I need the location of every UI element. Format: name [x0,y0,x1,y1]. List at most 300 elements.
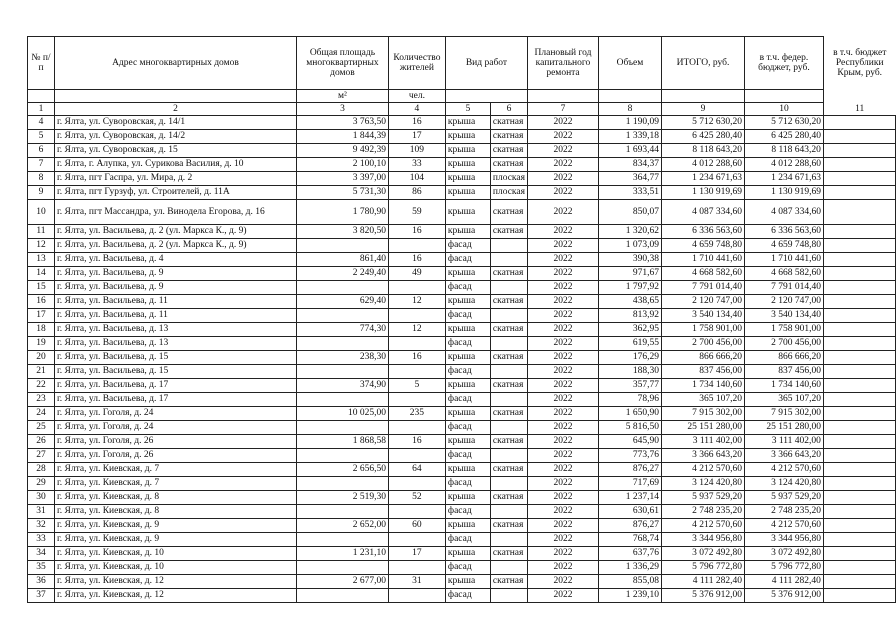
work-type-cell: крыша [445,295,490,309]
address-cell: г. Ялта, ул. Киевская, д. 8 [54,491,296,505]
year-cell: 2022 [528,421,599,435]
total-cell: 5 712 630,20 [661,116,744,130]
area-cell [296,365,388,379]
row-number: 33 [28,533,55,547]
total-cell: 25 151 280,00 [661,421,744,435]
residents-cell: 59 [388,200,445,225]
row-number: 28 [28,463,55,477]
table-row [28,351,896,365]
repair-plan-table [27,36,896,603]
rk-budget-cell [823,351,895,365]
roof-type-cell [490,561,527,575]
area-cell: 2 677,00 [296,575,388,589]
work-type-cell: крыша [445,267,490,281]
rk-budget-cell [823,477,895,491]
volume-cell: 637,76 [598,547,661,561]
rk-budget-cell [823,116,895,130]
residents-cell [388,421,445,435]
residents-cell [388,281,445,295]
rk-budget-cell [823,309,895,323]
total-cell: 4 212 570,60 [661,463,744,477]
rk-budget-cell [823,186,895,200]
table-row [28,158,896,172]
row-number: 14 [28,267,55,281]
year-cell: 2022 [528,267,599,281]
unit-area: м² [296,90,388,103]
table-row [28,561,896,575]
roof-type-cell: скатная [490,144,527,158]
residents-cell [388,477,445,491]
header-address: Адрес многоквартирных домов [54,37,296,90]
year-cell: 2022 [528,309,599,323]
volume-cell: 5 816,50 [598,421,661,435]
table-row [28,186,896,200]
volume-cell: 362,95 [598,323,661,337]
roof-type-cell: скатная [490,116,527,130]
volume-cell: 971,67 [598,267,661,281]
roof-type-cell [490,309,527,323]
fed-budget-cell: 4 212 570,60 [744,463,823,477]
fed-budget-cell: 3 366 643,20 [744,449,823,463]
row-number: 36 [28,575,55,589]
residents-cell: 16 [388,435,445,449]
rk-budget-cell [823,533,895,547]
year-cell: 2022 [528,200,599,225]
work-type-cell: крыша [445,323,490,337]
table-header [28,37,896,116]
year-cell: 2022 [528,337,599,351]
area-cell: 2 519,30 [296,491,388,505]
work-type-cell: фасад [445,365,490,379]
area-cell: 1 780,90 [296,200,388,225]
total-cell: 5 376 912,00 [661,589,744,603]
rk-budget-cell [823,505,895,519]
table-row [28,575,896,589]
fed-budget-cell: 4 659 748,80 [744,239,823,253]
roof-type-cell: плоская [490,186,527,200]
row-number: 12 [28,239,55,253]
header-total: ИТОГО, руб. [661,37,744,90]
area-cell: 1 231,10 [296,547,388,561]
table-row [28,253,896,267]
year-cell: 2022 [528,144,599,158]
table-row [28,505,896,519]
table-row [28,309,896,323]
row-number: 13 [28,253,55,267]
address-cell: г. Ялта, ул. Васильева, д. 4 [54,253,296,267]
address-cell: г. Ялта, ул. Киевская, д. 9 [54,519,296,533]
rk-budget-cell [823,323,895,337]
year-cell: 2022 [528,365,599,379]
residents-cell: 31 [388,575,445,589]
fed-budget-cell: 5 376 912,00 [744,589,823,603]
work-type-cell: фасад [445,281,490,295]
year-cell: 2022 [528,519,599,533]
header-rk-budget: в т.ч. бюджет Республики Крым, руб. [833,48,887,78]
residents-cell: 104 [388,172,445,186]
fed-budget-cell: 4 212 570,60 [744,519,823,533]
column-number: 9 [661,103,744,116]
address-cell: г. Ялта, г. Алупка, ул. Сурикова Василия, д. 10 [54,158,296,172]
roof-type-cell: плоская [490,172,527,186]
fed-budget-cell: 8 118 643,20 [744,144,823,158]
area-cell: 9 492,39 [296,144,388,158]
fed-budget-cell: 1 710 441,60 [744,253,823,267]
volume-cell: 630,61 [598,505,661,519]
year-cell: 2022 [528,547,599,561]
fed-budget-cell: 3 344 956,80 [744,533,823,547]
table-row [28,435,896,449]
work-type-cell: крыша [445,200,490,225]
volume-cell: 645,90 [598,435,661,449]
area-cell: 1 844,39 [296,130,388,144]
residents-cell: 64 [388,463,445,477]
work-type-cell: крыша [445,463,490,477]
total-cell: 5 937 529,20 [661,491,744,505]
area-cell [296,533,388,547]
volume-cell: 1 073,09 [598,239,661,253]
fed-budget-cell: 5 937 529,20 [744,491,823,505]
unit-blank [28,90,55,103]
column-number: 3 [296,103,388,116]
column-number: 1 [28,103,55,116]
total-cell: 4 668 582,60 [661,267,744,281]
work-type-cell: крыша [445,491,490,505]
work-type-cell: крыша [445,158,490,172]
residents-cell: 16 [388,253,445,267]
total-cell: 1 710 441,60 [661,253,744,267]
volume-cell: 768,74 [598,533,661,547]
header-volume: Объем [598,37,661,90]
table-row [28,172,896,186]
volume-cell: 813,92 [598,309,661,323]
rk-budget-cell [823,491,895,505]
year-cell: 2022 [528,351,599,365]
column-number: 5 [445,103,490,116]
table-row [28,281,896,295]
residents-cell [388,309,445,323]
residents-cell: 5 [388,379,445,393]
residents-cell: 12 [388,323,445,337]
fed-budget-cell: 4 087 334,60 [744,200,823,225]
residents-cell [388,393,445,407]
area-cell [296,281,388,295]
total-cell: 4 659 748,80 [661,239,744,253]
table-row [28,116,896,130]
area-cell: 3 397,00 [296,172,388,186]
area-cell [296,393,388,407]
volume-cell: 834,37 [598,158,661,172]
area-cell [296,337,388,351]
row-number: 18 [28,323,55,337]
area-cell [296,589,388,603]
work-type-cell: фасад [445,253,490,267]
roof-type-cell: скатная [490,435,527,449]
row-number: 29 [28,477,55,491]
rk-budget-cell [823,267,895,281]
area-cell: 3 820,50 [296,225,388,239]
year-cell: 2022 [528,477,599,491]
table-row [28,225,896,239]
address-cell: г. Ялта, ул. Васильева, д. 2 (ул. Маркса К., д. 9) [54,239,296,253]
address-cell: г. Ялта, ул. Васильева, д. 15 [54,351,296,365]
address-cell: г. Ялта, пгт Массандра, ул. Винодела Егорова, д. 16 [54,200,296,225]
total-cell: 8 118 643,20 [661,144,744,158]
year-cell: 2022 [528,435,599,449]
volume-cell: 717,69 [598,477,661,491]
volume-cell: 333,51 [598,186,661,200]
fed-budget-cell: 3 540 134,40 [744,309,823,323]
residents-cell [388,449,445,463]
roof-type-cell: скатная [490,407,527,421]
fed-budget-cell: 1 734 140,60 [744,379,823,393]
roof-type-cell [490,253,527,267]
total-cell: 365 107,20 [661,393,744,407]
residents-cell [388,505,445,519]
area-cell: 10 025,00 [296,407,388,421]
area-cell [296,309,388,323]
volume-cell: 78,96 [598,393,661,407]
table-row [28,547,896,561]
area-cell: 2 249,40 [296,267,388,281]
fed-budget-cell: 5 796 772,80 [744,561,823,575]
year-cell: 2022 [528,407,599,421]
residents-cell [388,337,445,351]
work-type-cell: фасад [445,561,490,575]
total-cell: 4 012 288,60 [661,158,744,172]
work-type-cell: крыша [445,225,490,239]
unit-blank [598,90,661,103]
residents-cell [388,533,445,547]
area-cell: 629,40 [296,295,388,309]
roof-type-cell [490,365,527,379]
table-row [28,337,896,351]
total-cell: 3 344 956,80 [661,533,744,547]
header-work-type: Вид работ [445,37,527,90]
roof-type-cell [490,281,527,295]
work-type-cell: фасад [445,505,490,519]
rk-budget-cell [823,144,895,158]
volume-cell: 1 190,09 [598,116,661,130]
total-cell: 7 915 302,00 [661,407,744,421]
fed-budget-cell: 3 111 402,00 [744,435,823,449]
fed-budget-cell: 837 456,00 [744,365,823,379]
fed-budget-cell: 3 072 492,80 [744,547,823,561]
residents-cell [388,561,445,575]
total-cell: 2 120 747,00 [661,295,744,309]
unit-blank [445,90,527,103]
rk-budget-cell [823,393,895,407]
table-row [28,323,896,337]
row-number: 19 [28,337,55,351]
roof-type-cell [490,449,527,463]
rk-budget-cell [823,295,895,309]
roof-type-cell: скатная [490,547,527,561]
row-number: 31 [28,505,55,519]
total-cell: 3 072 492,80 [661,547,744,561]
residents-cell [388,589,445,603]
work-type-cell: фасад [445,477,490,491]
header-residents: Количество жителей [388,37,445,90]
address-cell: г. Ялта, ул. Киевская, д. 9 [54,533,296,547]
row-number: 23 [28,393,55,407]
table-row [28,421,896,435]
area-cell: 1 868,58 [296,435,388,449]
row-number: 11 [28,225,55,239]
rk-budget-cell [823,407,895,421]
unit-blank [744,90,823,103]
address-cell: г. Ялта, ул. Киевская, д. 10 [54,547,296,561]
column-number: 2 [54,103,296,116]
work-type-cell: фасад [445,239,490,253]
table-row [28,449,896,463]
column-number-row [28,103,896,116]
fed-budget-cell: 866 666,20 [744,351,823,365]
address-cell: г. Ялта, ул. Суворовская, д. 15 [54,144,296,158]
address-cell: г. Ялта, пгт Гаспра, ул. Мира, д. 2 [54,172,296,186]
rk-budget-cell [823,575,895,589]
residents-cell: 49 [388,267,445,281]
table-row [28,144,896,158]
header-fed-budget: в т.ч. федер. бюджет, руб. [744,37,823,90]
work-type-cell: крыша [445,407,490,421]
row-number: 25 [28,421,55,435]
address-cell: г. Ялта, ул. Киевская, д. 10 [54,561,296,575]
roof-type-cell: скатная [490,463,527,477]
row-number: 15 [28,281,55,295]
table-row [28,393,896,407]
address-cell: г. Ялта, ул. Васильева, д. 11 [54,309,296,323]
table-row [28,267,896,281]
address-cell: г. Ялта, ул. Васильева, д. 17 [54,379,296,393]
row-number: 17 [28,309,55,323]
total-cell: 6 336 563,60 [661,225,744,239]
rk-budget-cell [823,435,895,449]
residents-cell: 235 [388,407,445,421]
address-cell: г. Ялта, ул. Гоголя, д. 24 [54,407,296,421]
total-cell: 3 366 643,20 [661,449,744,463]
volume-cell: 357,77 [598,379,661,393]
roof-type-cell: скатная [490,267,527,281]
roof-type-cell [490,589,527,603]
work-type-cell: крыша [445,144,490,158]
residents-cell: 52 [388,491,445,505]
fed-budget-cell: 25 151 280,00 [744,421,823,435]
volume-cell: 1 650,90 [598,407,661,421]
rk-budget-cell [823,172,895,186]
volume-cell: 390,38 [598,253,661,267]
work-type-cell: фасад [445,533,490,547]
year-cell: 2022 [528,172,599,186]
work-type-cell: крыша [445,186,490,200]
address-cell: г. Ялта, ул. Васильева, д. 13 [54,323,296,337]
address-cell: г. Ялта, ул. Киевская, д. 12 [54,589,296,603]
area-cell: 5 731,30 [296,186,388,200]
rk-budget-cell [823,379,895,393]
rk-budget-cell [823,589,895,603]
row-number: 5 [28,130,55,144]
fed-budget-cell: 1 758 901,00 [744,323,823,337]
column-number: 7 [528,103,599,116]
roof-type-cell: скатная [490,575,527,589]
column-number: 6 [490,103,527,116]
table-row [28,295,896,309]
row-number: 7 [28,158,55,172]
address-cell: г. Ялта, ул. Киевская, д. 8 [54,505,296,519]
fed-budget-cell: 1 130 919,69 [744,186,823,200]
total-cell: 4 087 334,60 [661,200,744,225]
fed-budget-cell: 4 012 288,60 [744,158,823,172]
area-cell [296,561,388,575]
volume-cell: 876,27 [598,519,661,533]
total-cell: 2 700 456,00 [661,337,744,351]
year-cell: 2022 [528,393,599,407]
residents-cell: 86 [388,186,445,200]
fed-budget-cell: 7 915 302,00 [744,407,823,421]
row-number: 4 [28,116,55,130]
table-row [28,407,896,421]
total-cell: 866 666,20 [661,351,744,365]
rk-budget-cell [823,449,895,463]
roof-type-cell: скатная [490,200,527,225]
header-area: Общая площадь многоквартирных домов [296,37,388,90]
fed-budget-cell: 2 748 235,20 [744,505,823,519]
unit-blank [823,90,895,103]
unit-residents: чел. [388,90,445,103]
column-number: 8 [598,103,661,116]
address-cell: г. Ялта, ул. Киевская, д. 7 [54,477,296,491]
roof-type-cell: скатная [490,158,527,172]
work-type-cell: крыша [445,575,490,589]
header-num: № п/п [28,37,55,90]
year-cell: 2022 [528,533,599,547]
area-cell: 374,90 [296,379,388,393]
rk-budget-cell [823,158,895,172]
residents-cell: 17 [388,547,445,561]
work-type-cell: крыша [445,519,490,533]
work-type-cell: крыша [445,172,490,186]
row-number: 6 [28,144,55,158]
year-cell: 2022 [528,463,599,477]
rk-budget-cell [823,225,895,239]
year-cell: 2022 [528,323,599,337]
fed-budget-cell: 6 425 280,40 [744,130,823,144]
work-type-cell: крыша [445,547,490,561]
residents-cell: 109 [388,144,445,158]
volume-cell: 619,55 [598,337,661,351]
area-cell [296,449,388,463]
volume-cell: 438,65 [598,295,661,309]
volume-cell: 188,30 [598,365,661,379]
total-cell: 2 748 235,20 [661,505,744,519]
area-cell [296,505,388,519]
residents-cell: 16 [388,116,445,130]
column-number: 10 [744,103,823,116]
rk-budget-cell [823,253,895,267]
fed-budget-cell: 6 336 563,60 [744,225,823,239]
volume-cell: 850,07 [598,200,661,225]
year-cell: 2022 [528,158,599,172]
row-number: 21 [28,365,55,379]
row-number: 30 [28,491,55,505]
table-row [28,365,896,379]
area-cell [296,421,388,435]
roof-type-cell: скатная [490,351,527,365]
roof-type-cell: скатная [490,323,527,337]
address-cell: г. Ялта, ул. Гоголя, д. 24 [54,421,296,435]
address-cell: г. Ялта, ул. Киевская, д. 7 [54,463,296,477]
year-cell: 2022 [528,281,599,295]
